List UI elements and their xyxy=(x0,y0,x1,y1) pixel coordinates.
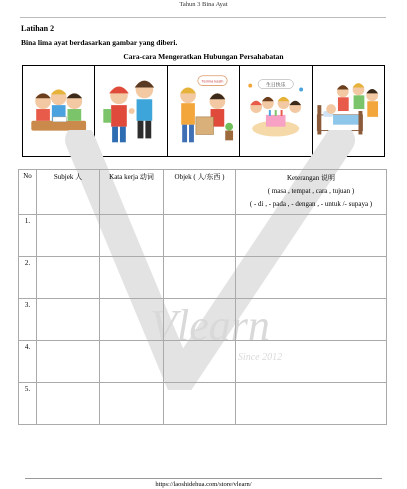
row-number: 4. xyxy=(19,341,37,383)
subjek-cell[interactable] xyxy=(37,383,100,425)
children-studying-icon xyxy=(23,66,94,156)
subjek-cell[interactable] xyxy=(37,299,100,341)
birthday-party-icon xyxy=(240,66,311,156)
keterangan-cell[interactable] xyxy=(236,299,387,341)
header-objek: Objek ( 人/东西 ) xyxy=(164,170,236,215)
row-number: 1. xyxy=(19,215,37,257)
objek-cell[interactable] xyxy=(164,257,236,299)
keterangan-cell[interactable] xyxy=(236,383,387,425)
speech-bubble-text: 生日快乐 xyxy=(266,82,286,89)
keterangan-cell[interactable] xyxy=(236,341,387,383)
picture-4 xyxy=(240,66,312,156)
kata-kerja-cell[interactable] xyxy=(100,257,164,299)
row-number: 5. xyxy=(19,383,37,425)
header-divider xyxy=(20,17,386,18)
subjek-cell[interactable] xyxy=(37,341,100,383)
footer-divider xyxy=(25,478,382,479)
objek-cell[interactable] xyxy=(164,383,236,425)
table-header-row xyxy=(19,170,387,215)
kata-kerja-cell[interactable] xyxy=(100,215,164,257)
header-kata-kerja: Kata kerja 动词 xyxy=(100,170,164,215)
keterangan-label: Keterangan 说明 xyxy=(286,174,335,182)
picture-2 xyxy=(95,66,167,156)
header-keterangan xyxy=(236,170,387,215)
row-number: 3. xyxy=(19,299,37,341)
keterangan-markers: ( - di , - pada , - dengan , - untuk /- supaya ) xyxy=(249,200,373,208)
boys-handshake-icon xyxy=(95,66,166,156)
header-subjek: Subjek 人 xyxy=(37,170,100,215)
table-row xyxy=(19,383,387,425)
objek-cell[interactable] xyxy=(164,341,236,383)
picture-3 xyxy=(168,66,240,156)
objek-cell[interactable] xyxy=(164,299,236,341)
worksheet-table xyxy=(18,169,387,425)
watermark-subtext: Since 2012 xyxy=(237,352,283,363)
table-row xyxy=(19,257,387,299)
speech-bubble-text: Terima kasih xyxy=(201,78,224,84)
exercise-instruction: Bina lima ayat berdasarkan gambar yang diberi. xyxy=(21,38,178,47)
kata-kerja-cell[interactable] xyxy=(100,341,164,383)
table-row xyxy=(19,215,387,257)
exercise-title: Latihan 2 xyxy=(21,24,55,33)
table-row xyxy=(19,299,387,341)
page-header: Tahun 3 Bina Ayat xyxy=(179,1,228,8)
kata-kerja-cell[interactable] xyxy=(100,383,164,425)
picture-title: Cara-cara Mengeratkan Hubungan Persahabatan xyxy=(123,52,284,61)
picture-1 xyxy=(23,66,95,156)
subjek-cell[interactable] xyxy=(37,215,100,257)
footer-url[interactable]: https://laoshidehua.com/store/vlearn/ xyxy=(155,481,252,488)
row-number: 2. xyxy=(19,257,37,299)
header-no: No xyxy=(19,170,37,215)
watermark-text: Vlearn xyxy=(150,301,270,350)
subjek-cell[interactable] xyxy=(37,257,100,299)
table-row xyxy=(19,341,387,383)
keterangan-cell[interactable] xyxy=(236,215,387,257)
friends-helping-icon xyxy=(168,66,239,156)
kata-kerja-cell[interactable] xyxy=(100,299,164,341)
picture-strip xyxy=(22,65,385,157)
visiting-sick-friend-icon xyxy=(313,66,384,156)
keterangan-types: ( masa , tempat , cara , tujuan ) xyxy=(267,187,355,195)
keterangan-cell[interactable] xyxy=(236,257,387,299)
objek-cell[interactable] xyxy=(164,215,236,257)
picture-5 xyxy=(313,66,384,156)
